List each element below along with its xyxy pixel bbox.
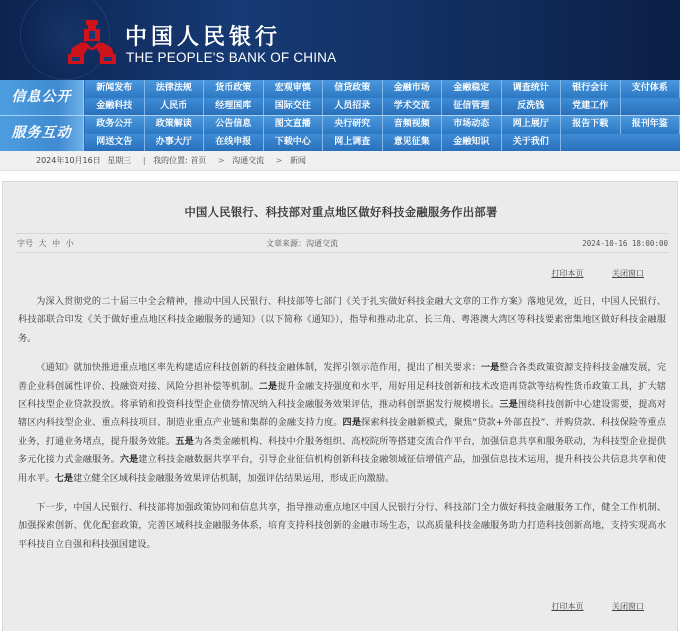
current-weekday: 星期三 — [107, 156, 132, 165]
paragraph-text: 围绕科技创新中心建设需要，提高对辖区内科技型企业、重点科技项目、制造业重点产业链和集群的金融支持力度。 — [18, 400, 666, 429]
font-size-medium[interactable]: 中 — [52, 239, 61, 248]
close-window-link[interactable]: 关闭窗口 — [612, 269, 644, 278]
nav-item-empty — [621, 98, 680, 116]
nav-item-empty — [561, 134, 621, 152]
emphasis-label: 一是 — [480, 363, 500, 374]
nav-item-fintech[interactable]: 金融科技 — [85, 98, 145, 116]
nav-item-macroprudential[interactable]: 宏观审慎 — [264, 80, 324, 98]
nav-row — [85, 134, 680, 152]
nav-item-audio-video[interactable]: 音频视频 — [383, 116, 443, 134]
article-meta — [16, 233, 668, 253]
breadcrumb-home[interactable]: 首页 — [190, 156, 207, 165]
nav-item-financial-stability[interactable]: 金融稳定 — [442, 80, 502, 98]
breadcrumb-separator: > — [217, 156, 225, 165]
nav-item-service-hall[interactable]: 办事大厅 — [145, 134, 205, 152]
font-size-large[interactable]: 大 — [38, 239, 47, 248]
article-body — [18, 293, 666, 565]
article-paragraph — [18, 359, 666, 488]
nav-item-credit-policy[interactable]: 信贷政策 — [323, 80, 383, 98]
close-window-link[interactable]: 关闭窗口 — [612, 602, 644, 611]
article-tools-top — [525, 268, 644, 279]
article-title: 中国人民银行、科技部对重点地区做好科技金融服务作出部署 — [184, 206, 498, 219]
main-navigation — [0, 80, 680, 151]
nav-item-empty — [621, 134, 680, 152]
nav-item-about-us[interactable]: 关于我们 — [502, 134, 562, 152]
print-page-link[interactable]: 打印本页 — [551, 269, 584, 278]
nav-item-feedback[interactable]: 意见征集 — [383, 134, 443, 152]
font-size-control — [17, 234, 74, 253]
nav-group-label: 信息公开 — [0, 80, 84, 115]
nav-item-market-news[interactable]: 市场动态 — [442, 116, 502, 134]
nav-item-online-exhibition[interactable]: 网上展厅 — [502, 116, 562, 134]
nav-item-rmb[interactable]: 人民币 — [145, 98, 205, 116]
nav-group-label: 服务互动 — [0, 116, 84, 151]
nav-item-yearbooks[interactable]: 报刊年鉴 — [621, 116, 680, 134]
nav-item-academic[interactable]: 学术交流 — [383, 98, 443, 116]
print-page-link[interactable]: 打印本页 — [551, 602, 584, 611]
nav-item-announcements[interactable]: 公告信息 — [204, 116, 264, 134]
current-date: 2024年10月16日 — [36, 156, 101, 165]
paragraph-text: 提升金融支持强度和水平，用好用足科技创新和技术改造再贷款等结构性货币政策工具，扩大辖区科技型企业贷款投放。将承销和投资科技型企业债券情况纳入科技金融服务效果评估，推动科创票据发行规模增长。 — [18, 381, 666, 411]
emphasis-label: 二是 — [258, 381, 278, 392]
nav-group-info-disclosure — [0, 80, 680, 115]
font-size-label: 字号 — [17, 239, 33, 248]
emphasis-label: 六是 — [119, 455, 139, 466]
nav-item-recruitment[interactable]: 人员招录 — [323, 98, 383, 116]
article-tools-bottom — [525, 601, 644, 612]
pboc-logo-icon[interactable] — [66, 18, 118, 66]
paragraph-text: 下一步，中国人民银行、科技部将加强政策协同和信息共享，指导推动重点地区中国人民银行分行、科技部门全力做好科技金融服务工作，健全工作机制、加强探索创新、优化配套政策，完善区域科技金融服务体系，培育支持科技创新的金融市场生态，以高质量科技金融服务助力打造科技创新高地，支持实现高水平科技自立自强和科技强国建设。 — [18, 503, 666, 550]
nav-item-online-survey[interactable]: 网上调查 — [323, 134, 383, 152]
nav-item-report-download[interactable]: 报告下载 — [561, 116, 621, 134]
paragraph-text: 为各类金融机构、科技中介服务组织、高校院所等搭建交流合作平台，加强信息共享和服务联动，为科技型企业提供多元化接力式金融服务。 — [18, 436, 666, 466]
site-header — [0, 0, 680, 80]
paragraph-text: 探索科技金融新模式，聚焦“贷款+外部直投”、并购贷款、科技保险等重点业务，打通业务堵点，提升服务效能。 — [18, 418, 666, 447]
nav-item-research[interactable]: 央行研究 — [323, 116, 383, 134]
nav-item-download-center[interactable]: 下载中心 — [264, 134, 324, 152]
article-datetime: 2024-10-16 18:00:00 — [582, 239, 668, 248]
article-panel — [2, 181, 678, 631]
paragraph-text: 为深入贯彻党的二十届三中全会精神，推动中国人民银行、科技部等七部门《关于扎实做好科技金融大文章的工作方案》落地见效，近日，中国人民银行、科技部联合印发《关于做好重点地区科技金融服务的通知》（以下简称《通知》），指导和推动北京、长三角、粤港澳大湾区等科技要素密集地区做好科技金融服务。 — [18, 297, 666, 344]
nav-item-financial-market[interactable]: 金融市场 — [383, 80, 443, 98]
location-label: 我的位置: — [153, 156, 188, 165]
nav-item-live-broadcast[interactable]: 图文直播 — [264, 116, 324, 134]
nav-item-anti-money-laundering[interactable]: 反洗钱 — [502, 98, 562, 116]
breadcrumb-divider: | — [142, 156, 146, 165]
nav-item-notices[interactable]: 网送文告 — [85, 134, 145, 152]
article-paragraph — [18, 293, 666, 348]
emphasis-label: 四是 — [342, 418, 362, 429]
nav-group-service-interaction — [0, 116, 680, 151]
bank-name-en: THE PEOPLE'S BANK OF CHINA — [126, 50, 337, 65]
nav-item-government-affairs[interactable]: 政务公开 — [85, 116, 145, 134]
nav-item-payment-system[interactable]: 支付体系 — [621, 80, 680, 98]
article-source: 文章来源：沟通交流 — [266, 239, 338, 248]
breadcrumb-separator: > — [275, 156, 283, 165]
nav-item-news-release[interactable]: 新闻发布 — [85, 80, 145, 98]
nav-item-statistics[interactable]: 调查统计 — [502, 80, 562, 98]
nav-item-party-building[interactable]: 党建工作 — [561, 98, 621, 116]
emphasis-label: 三是 — [499, 400, 518, 411]
paragraph-text: 《通知》就加快推进重点地区率先构建适应科技创新的科技金融体制，发挥引领示范作用，提出了相关要求： — [36, 363, 481, 374]
bank-name-cn: 中国人民银行 — [125, 24, 282, 50]
paragraph-text: 建立科技金融数据共享平台，引导企业征信机构创新科技金融领域征信增值产品，加强信息技术运用，提升科技公共信息共享和使用水平。 — [18, 455, 666, 484]
nav-item-international[interactable]: 国际交往 — [264, 98, 324, 116]
emphasis-label: 五是 — [175, 436, 194, 447]
nav-item-laws[interactable]: 法律法规 — [145, 80, 205, 98]
paragraph-text: 整合各类政策资源支持科技金融发展，完善企业科创属性评价、投融资对接、风险分担补偿等机制。 — [18, 363, 666, 392]
nav-row — [85, 116, 680, 134]
paragraph-text: 建立健全区域科技金融服务效果评估机制，加强评估结果运用，形成正向激励。 — [73, 473, 395, 484]
nav-item-treasury[interactable]: 经理国库 — [204, 98, 264, 116]
nav-item-monetary-policy[interactable]: 货币政策 — [204, 80, 264, 98]
nav-item-policy-interpretation[interactable]: 政策解读 — [145, 116, 205, 134]
breadcrumb — [0, 151, 680, 171]
nav-item-bank-accounting[interactable]: 银行会计 — [561, 80, 621, 98]
article-paragraph — [18, 499, 666, 554]
nav-row — [85, 80, 680, 98]
nav-item-financial-knowledge[interactable]: 金融知识 — [442, 134, 502, 152]
emphasis-label: 七是 — [54, 473, 74, 484]
breadcrumb-communication[interactable]: 沟通交流 — [232, 156, 265, 165]
nav-item-online-filing[interactable]: 在线申报 — [204, 134, 264, 152]
font-size-small[interactable]: 小 — [65, 239, 74, 248]
nav-item-credit-management[interactable]: 征信管理 — [442, 98, 502, 116]
breadcrumb-news[interactable]: 新闻 — [289, 156, 306, 165]
nav-row — [85, 98, 680, 116]
